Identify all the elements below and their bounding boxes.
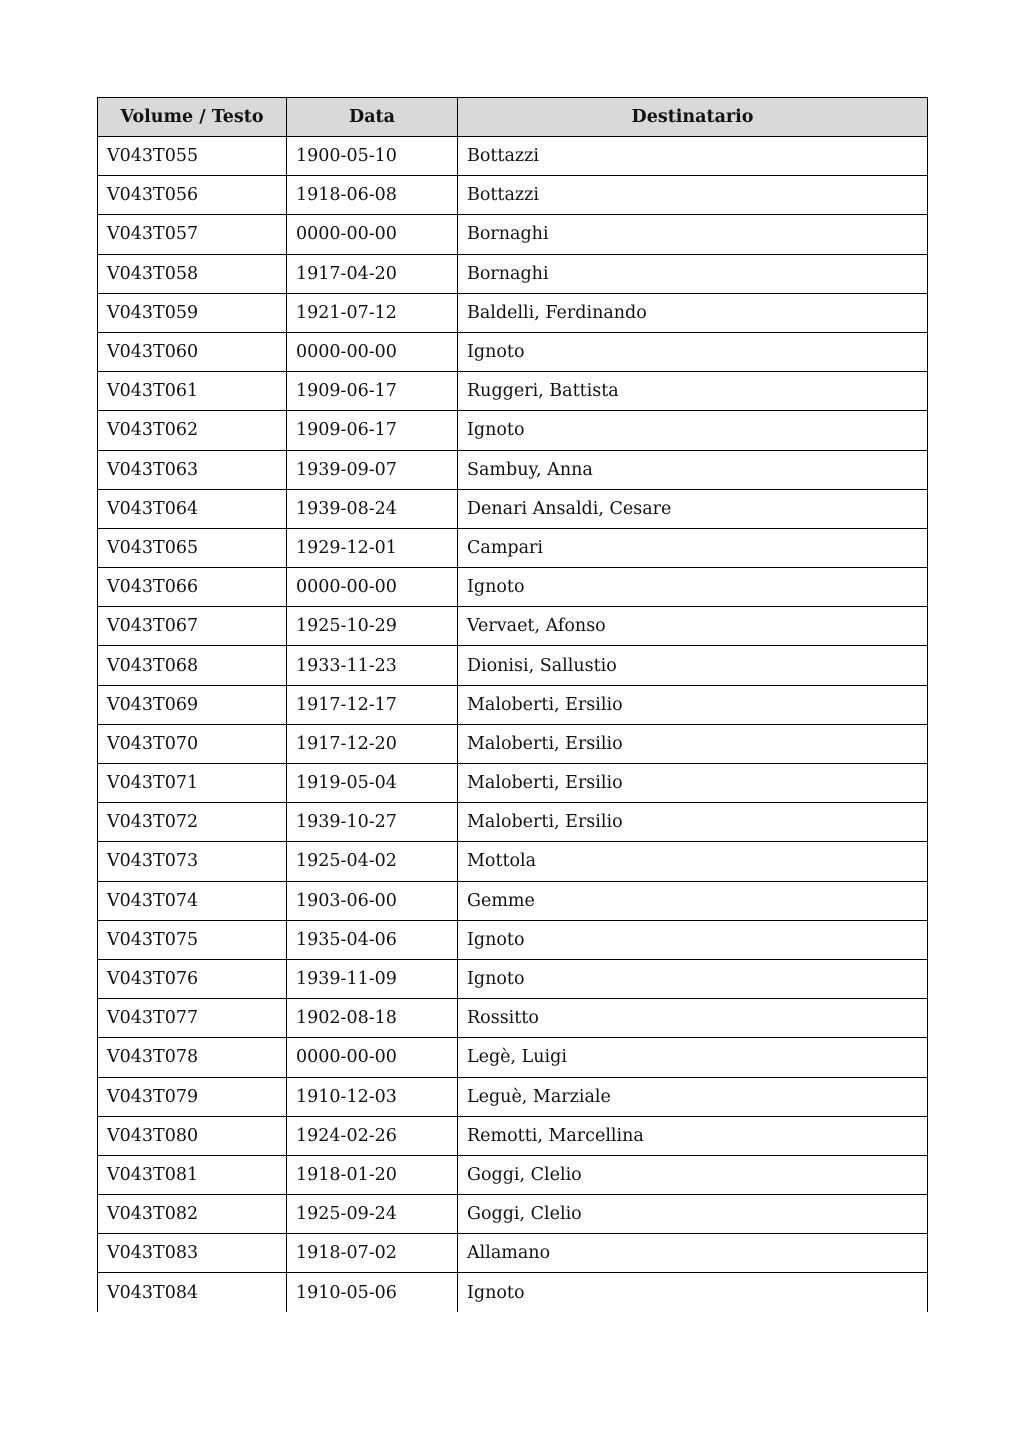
cell-data: 1918-01-20 xyxy=(287,1155,458,1194)
cell-volume-testo: V043T082 xyxy=(98,1195,287,1234)
table-row xyxy=(98,528,928,567)
cell-destinatario: Ignoto xyxy=(458,959,928,998)
cell-destinatario: Goggi, Clelio xyxy=(458,1155,928,1194)
cell-data: 1918-07-02 xyxy=(287,1234,458,1273)
table-row xyxy=(98,607,928,646)
table-row xyxy=(98,724,928,763)
cell-data: 1939-09-07 xyxy=(287,450,458,489)
cell-volume-testo: V043T081 xyxy=(98,1155,287,1194)
table-row xyxy=(98,176,928,215)
cell-volume-testo: V043T075 xyxy=(98,920,287,959)
table-row xyxy=(98,254,928,293)
cell-destinatario: Maloberti, Ersilio xyxy=(458,724,928,763)
table-row xyxy=(98,450,928,489)
cell-data: 1939-10-27 xyxy=(287,803,458,842)
cell-data: 1910-12-03 xyxy=(287,1077,458,1116)
cell-data: 1935-04-06 xyxy=(287,920,458,959)
cell-data: 1909-06-17 xyxy=(287,372,458,411)
cell-destinatario: Bottazzi xyxy=(458,176,928,215)
table-row xyxy=(98,1234,928,1273)
cell-destinatario: Maloberti, Ersilio xyxy=(458,764,928,803)
cell-volume-testo: V043T066 xyxy=(98,568,287,607)
cell-volume-testo: V043T061 xyxy=(98,372,287,411)
cell-data: 0000-00-00 xyxy=(287,215,458,254)
table-row xyxy=(98,1077,928,1116)
cell-destinatario: Dionisi, Sallustio xyxy=(458,646,928,685)
cell-volume-testo: V043T079 xyxy=(98,1077,287,1116)
cell-volume-testo: V043T073 xyxy=(98,842,287,881)
table-row xyxy=(98,803,928,842)
cell-data: 1900-05-10 xyxy=(287,137,458,176)
cell-destinatario: Bornaghi xyxy=(458,254,928,293)
cell-data: 1933-11-23 xyxy=(287,646,458,685)
cell-volume-testo: V043T064 xyxy=(98,489,287,528)
cell-destinatario: Rossitto xyxy=(458,999,928,1038)
table-row xyxy=(98,137,928,176)
cell-volume-testo: V043T057 xyxy=(98,215,287,254)
cell-volume-testo: V043T076 xyxy=(98,959,287,998)
table-row xyxy=(98,685,928,724)
cell-volume-testo: V043T080 xyxy=(98,1116,287,1155)
cell-destinatario: Ignoto xyxy=(458,332,928,371)
cell-destinatario: Mottola xyxy=(458,842,928,881)
cell-data: 1924-02-26 xyxy=(287,1116,458,1155)
cell-data: 1903-06-00 xyxy=(287,881,458,920)
cell-data: 1917-12-17 xyxy=(287,685,458,724)
table-row xyxy=(98,881,928,920)
table-header-row xyxy=(98,98,928,137)
table-row xyxy=(98,1195,928,1234)
letters-table xyxy=(97,97,928,1312)
cell-destinatario: Maloberti, Ersilio xyxy=(458,803,928,842)
cell-destinatario: Ignoto xyxy=(458,920,928,959)
cell-volume-testo: V043T062 xyxy=(98,411,287,450)
cell-volume-testo: V043T060 xyxy=(98,332,287,371)
table-row xyxy=(98,1273,928,1312)
table-row xyxy=(98,959,928,998)
cell-volume-testo: V043T068 xyxy=(98,646,287,685)
table-row xyxy=(98,489,928,528)
table-row xyxy=(98,842,928,881)
cell-volume-testo: V043T067 xyxy=(98,607,287,646)
cell-data: 1939-11-09 xyxy=(287,959,458,998)
table-row xyxy=(98,568,928,607)
cell-destinatario: Goggi, Clelio xyxy=(458,1195,928,1234)
table-row xyxy=(98,411,928,450)
cell-destinatario: Remotti, Marcellina xyxy=(458,1116,928,1155)
cell-destinatario: Legè, Luigi xyxy=(458,1038,928,1077)
cell-data: 1917-12-20 xyxy=(287,724,458,763)
cell-data: 1919-05-04 xyxy=(287,764,458,803)
cell-destinatario: Bottazzi xyxy=(458,137,928,176)
cell-volume-testo: V043T056 xyxy=(98,176,287,215)
cell-volume-testo: V043T084 xyxy=(98,1273,287,1312)
cell-destinatario: Ruggeri, Battista xyxy=(458,372,928,411)
cell-destinatario: Allamano xyxy=(458,1234,928,1273)
cell-data: 1902-08-18 xyxy=(287,999,458,1038)
table-row xyxy=(98,999,928,1038)
cell-data: 1910-05-06 xyxy=(287,1273,458,1312)
cell-data: 1939-08-24 xyxy=(287,489,458,528)
cell-volume-testo: V043T077 xyxy=(98,999,287,1038)
cell-destinatario: Bornaghi xyxy=(458,215,928,254)
cell-volume-testo: V043T070 xyxy=(98,724,287,763)
cell-destinatario: Campari xyxy=(458,528,928,567)
table-body xyxy=(98,137,928,1313)
cell-destinatario: Denari Ansaldi, Cesare xyxy=(458,489,928,528)
table-row xyxy=(98,332,928,371)
cell-data: 1918-06-08 xyxy=(287,176,458,215)
cell-data: 1925-10-29 xyxy=(287,607,458,646)
cell-volume-testo: V043T055 xyxy=(98,137,287,176)
table-row xyxy=(98,372,928,411)
table-row xyxy=(98,1116,928,1155)
cell-data: 1917-04-20 xyxy=(287,254,458,293)
cell-volume-testo: V043T072 xyxy=(98,803,287,842)
cell-data: 0000-00-00 xyxy=(287,1038,458,1077)
cell-volume-testo: V043T058 xyxy=(98,254,287,293)
cell-destinatario: Ignoto xyxy=(458,1273,928,1312)
cell-data: 1929-12-01 xyxy=(287,528,458,567)
table-row xyxy=(98,920,928,959)
table-row xyxy=(98,764,928,803)
cell-data: 1925-04-02 xyxy=(287,842,458,881)
cell-data: 0000-00-00 xyxy=(287,332,458,371)
table-row xyxy=(98,1038,928,1077)
cell-volume-testo: V043T074 xyxy=(98,881,287,920)
cell-destinatario: Vervaet, Afonso xyxy=(458,607,928,646)
table-row xyxy=(98,646,928,685)
cell-volume-testo: V043T071 xyxy=(98,764,287,803)
table-row xyxy=(98,1155,928,1194)
table-row xyxy=(98,293,928,332)
cell-data: 1909-06-17 xyxy=(287,411,458,450)
cell-volume-testo: V043T069 xyxy=(98,685,287,724)
header-volume-testo: Volume / Testo xyxy=(98,98,287,137)
header-destinatario: Destinatario xyxy=(458,98,928,137)
cell-volume-testo: V043T063 xyxy=(98,450,287,489)
cell-data: 1921-07-12 xyxy=(287,293,458,332)
cell-destinatario: Gemme xyxy=(458,881,928,920)
header-data: Data xyxy=(287,98,458,137)
cell-destinatario: Leguè, Marziale xyxy=(458,1077,928,1116)
cell-destinatario: Ignoto xyxy=(458,411,928,450)
cell-volume-testo: V043T065 xyxy=(98,528,287,567)
table-row xyxy=(98,215,928,254)
cell-destinatario: Maloberti, Ersilio xyxy=(458,685,928,724)
cell-data: 0000-00-00 xyxy=(287,568,458,607)
cell-destinatario: Sambuy, Anna xyxy=(458,450,928,489)
cell-volume-testo: V043T078 xyxy=(98,1038,287,1077)
cell-destinatario: Ignoto xyxy=(458,568,928,607)
cell-destinatario: Baldelli, Ferdinando xyxy=(458,293,928,332)
cell-volume-testo: V043T083 xyxy=(98,1234,287,1273)
cell-volume-testo: V043T059 xyxy=(98,293,287,332)
cell-data: 1925-09-24 xyxy=(287,1195,458,1234)
